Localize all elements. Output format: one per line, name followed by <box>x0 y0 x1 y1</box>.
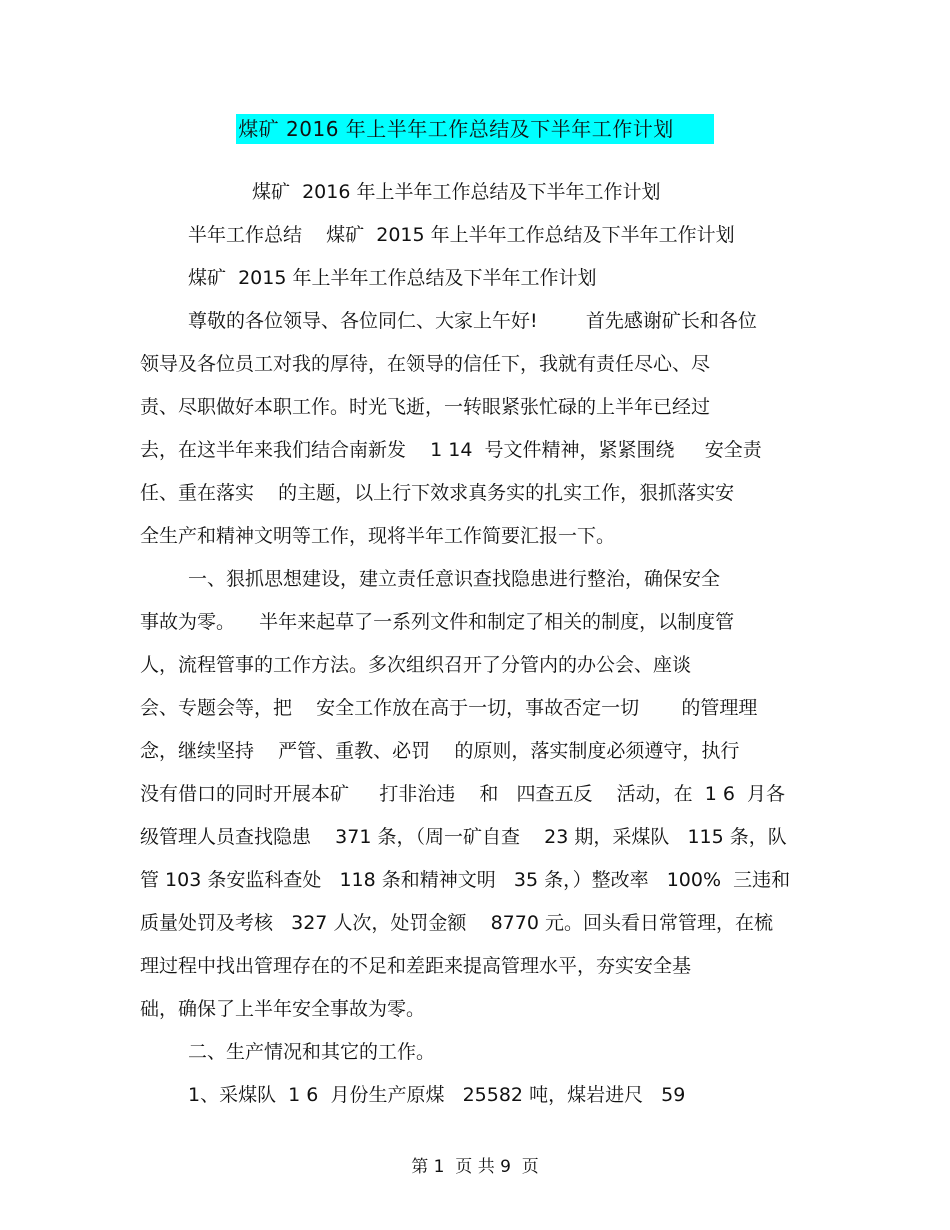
subtitle-line: 煤矿 2016 年上半年工作总结及下半年工作计划 <box>252 181 661 203</box>
text-line: 事故为零。 半年来起草了一系列文件和制定了相关的制度，以制度管 <box>140 611 735 633</box>
text-line: 领导及各位员工对我的厚待，在领导的信任下，我就有责任尽心、尽 <box>140 353 711 375</box>
text-line: 煤矿 2015 年上半年工作总结及下半年工作计划 <box>188 267 597 289</box>
text-line: 理过程中找出管理存在的不足和差距来提高管理水平，夯实安全基 <box>140 955 692 977</box>
text-line: 质量处罚及考核 327 人次，处罚金额 8770 元。回头看日常管理，在梳 <box>140 912 773 934</box>
text-line: 去，在这半年来我们结合南新发 1 14 号文件精神，紧紧围绕 安全责 <box>140 439 762 461</box>
page-footer: 第 1 页 共 9 页 <box>411 1157 539 1177</box>
paragraph-start: 尊敬的各位领导、各位同仁、大家上午好! 首先感谢矿长和各位 <box>188 310 757 332</box>
section-heading-1: 一、狠抓思想建设，建立责任意识查找隐患进行整治，确保安全 <box>188 568 721 590</box>
text-line: 人，流程管事的工作方法。多次组织召开了分管内的办公会、座谈 <box>140 654 692 676</box>
text-line: 础，确保了上半年安全事故为零。 <box>140 998 426 1020</box>
document-title: 煤矿 2016 年上半年工作总结及下半年工作计划 <box>236 114 714 144</box>
text-line: 级管理人员查找隐患 371 条，（周一矿自查 23 期，采煤队 115 条，队 <box>140 826 787 848</box>
text-line: 念，继续坚持 严管、重教、必罚 的原则，落实制度必须遵守，执行 <box>140 740 740 762</box>
text-line: 管 103 条安监科查处 118 条和精神文明 35 条，）整改率 100% 三违和 <box>140 869 791 891</box>
section-heading-2: 二、生产情况和其它的工作。 <box>188 1041 436 1063</box>
title-wrap <box>0 114 950 144</box>
text-line: 1、采煤队 1 6 月份生产原煤 25582 吨，煤岩进尺 59 <box>188 1084 686 1106</box>
text-line: 没有借口的同时开展本矿 打非治违 和 四查五反 活动，在 1 6 月各 <box>140 783 786 805</box>
text-line: 半年工作总结 煤矿 2015 年上半年工作总结及下半年工作计划 <box>188 224 735 246</box>
text-line: 任、重在落实 的主题，以上行下效求真务实的扎实工作，狠抓落实安 <box>140 482 735 504</box>
text-line: 责、尽职做好本职工作。时光飞逝，一转眼紧张忙碌的上半年已经过 <box>140 396 711 418</box>
text-line: 会、专题会等，把 安全工作放在高于一切，事故否定一切 的管理理 <box>140 697 758 719</box>
text-line: 全生产和精神文明等工作，现将半年工作简要汇报一下。 <box>140 525 616 547</box>
document-body <box>140 176 810 1122</box>
